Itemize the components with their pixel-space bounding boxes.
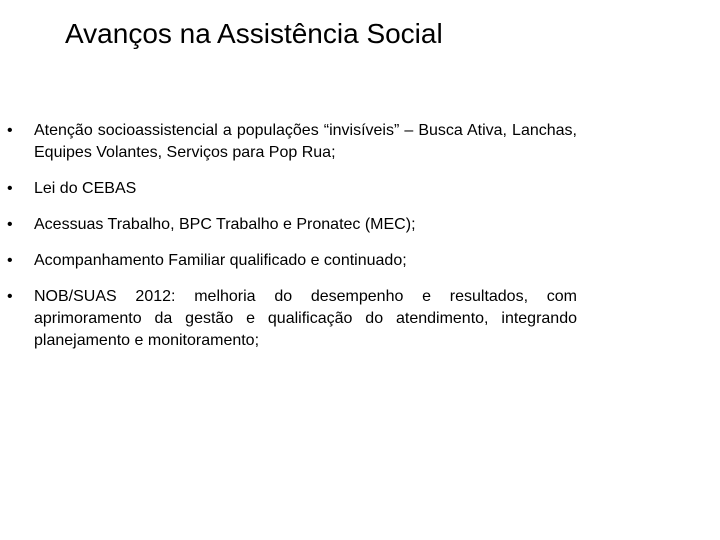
bullet-text: Acessuas Trabalho, BPC Trabalho e Pronatec (MEC); — [34, 216, 416, 233]
list-item — [0, 286, 720, 352]
bullet-text: Atenção socioassistencial a populações “invisíveis” – Busca Ativa, Lanchas, Equipes Volantes, Serviços para Pop Rua; — [34, 122, 577, 161]
bullet-text: NOB/SUAS 2012: melhoria do desempenho e resultados, com aprimoramento da gestão e qualificação do atendimento, integrando planejamento e monitoramento; — [34, 288, 577, 349]
list-item — [0, 214, 720, 236]
list-item — [0, 120, 720, 164]
bullet-text: Acompanhamento Familiar qualificado e continuado; — [34, 252, 407, 269]
bullet-icon: • — [7, 252, 13, 269]
bullet-icon: • — [7, 180, 13, 197]
list-item — [0, 250, 720, 272]
bullet-icon: • — [7, 122, 13, 139]
list-item — [0, 178, 720, 200]
bullet-list — [0, 120, 720, 366]
bullet-text: Lei do CEBAS — [34, 180, 137, 197]
bullet-icon: • — [7, 288, 13, 305]
bullet-icon: • — [7, 216, 13, 233]
slide-title: Avanços na Assistência Social — [65, 18, 443, 49]
